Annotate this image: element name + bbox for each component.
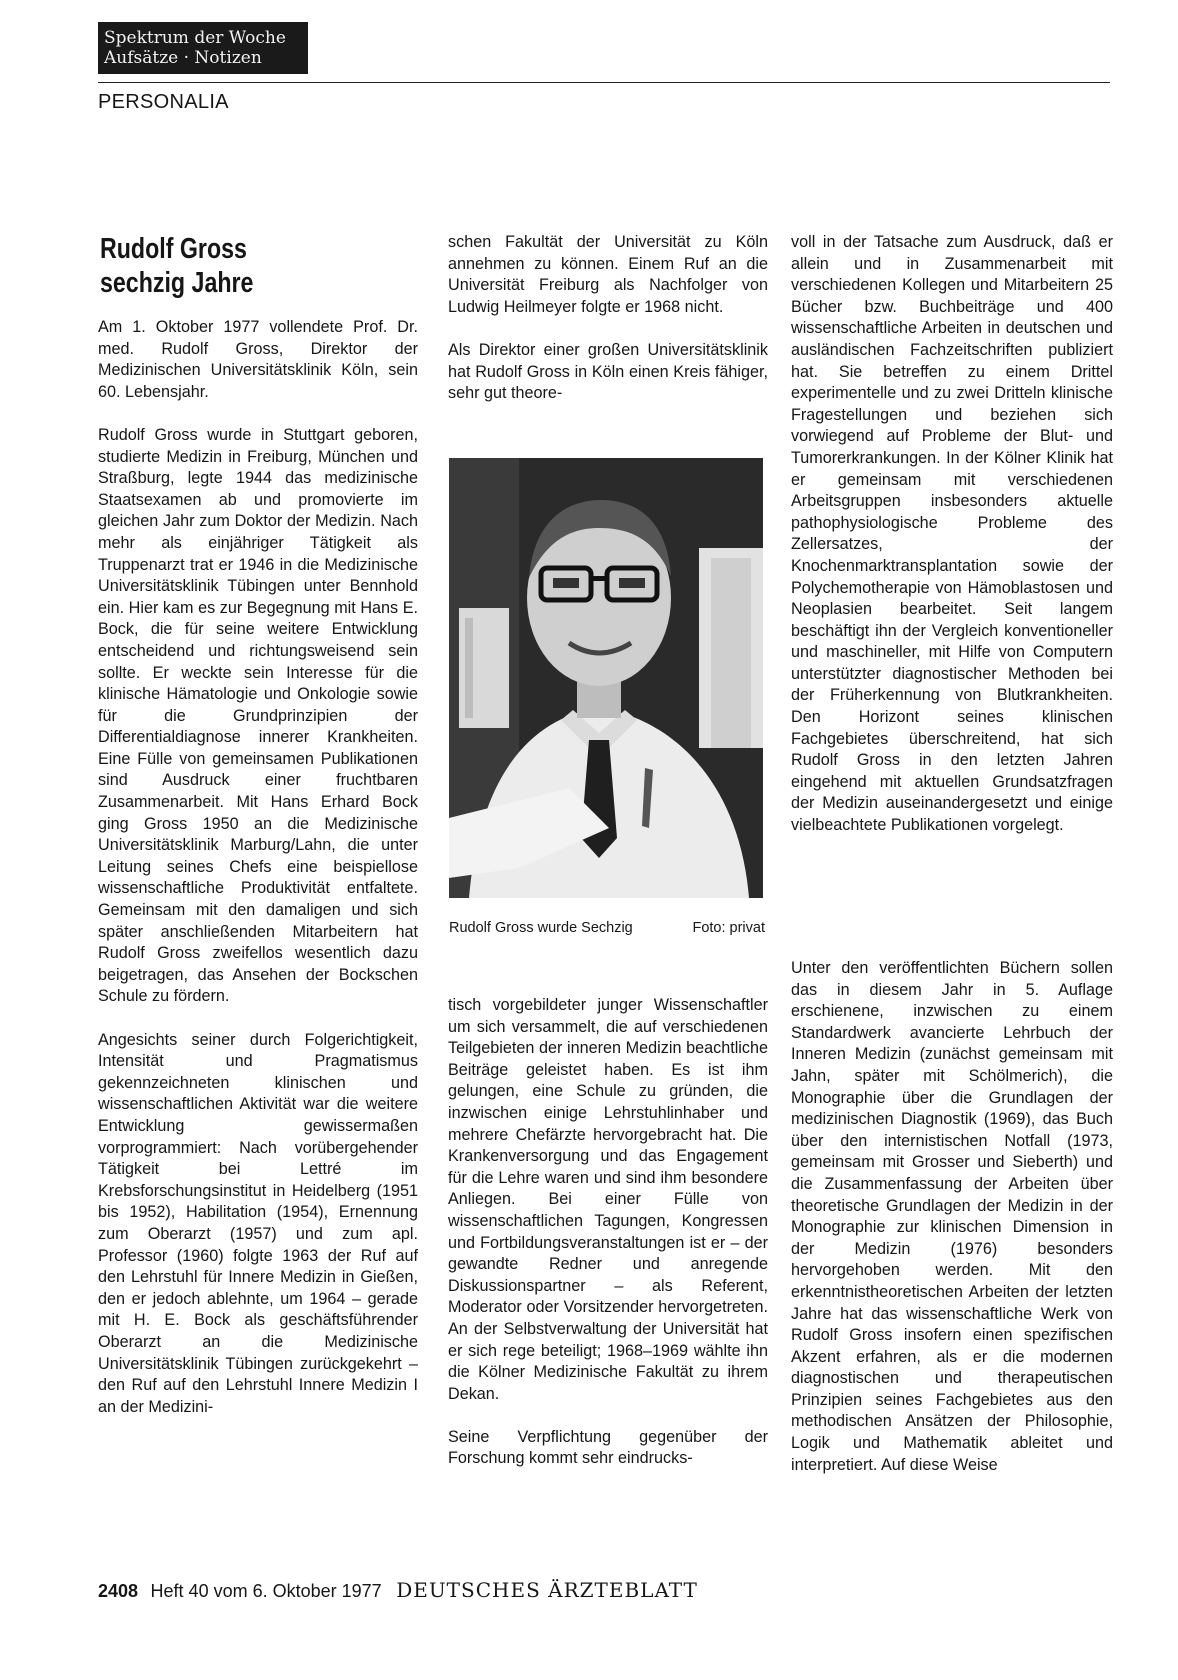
paragraph: Rudolf Gross wurde in Stuttgart geboren, studierte Medizin in Freiburg, München und Straßburg, legte 1944 das medizinische Staatsexamen ab und promovierte im gleichen Jahr zum Doktor der Medizin. Nach mehr als einjähriger Tätigkeit als Truppenarzt trat er 1946 in die Medizinische Universitätsklinik Tübingen unter Bennhold ein. Hier kam es zur Begegnung mit Hans E. Bock, die für seine weitere Entwicklung entscheidend und richtungsweisend sein sollte. Er weckte sein Interesse für die klinische Hämatologie und Onkologie sowie für die Grundprinzipien der Differentialdiagnose innerer Krankheiten. Eine Fülle von gemeinsamen Publikationen sind Ausdruck einer fruchtbaren Zusammenarbeit. Mit Hans Erhard Bock ging Gross 1950 an die Medizinische Universitätsklinik Marburg/Lahn, die unter Leitung seines Chefs eine beispiellose wissenschaftliche Produktivität entfaltete. Gemeinsam mit den damaligen und sich später anschließenden Mitarbeitern hat Rudolf Gross zweifellos wesentlich dazu beigetragen, das Ansehen der Bockschen Schule zu fördern. (98, 425, 418, 1006)
photo-caption (449, 920, 765, 936)
section-label-line2: Aufsätze · Notizen (104, 48, 262, 68)
paragraph: tisch vorgebildeter junger Wissenschaftler um sich versammelt, die auf verschiedenen Teilgebieten der inneren Medizin beachtliche Beiträge geleistet haben. Es ist ihm gelungen, eine Schule zu gründen, die inzwischen einige Lehrstuhlinhaber und mehrere Chefärzte hervorgebracht hat. Die Krankenversorgung und das Engagement für die Lehre waren und sind ihm besondere Anliegen. Bei einer Fülle von wissenschaftlichen Tagungen, Kongressen und Fortbildungsveranstaltungen ist er – der gewandte Redner und anregende Diskussionspartner – als Referent, Moderator oder Vorsitzender hervorgetreten. An der Selbstverwaltung der Universität hat er sich rege beteiligt; 1968–1969 wählte ihn die Kölner Medizinische Fakultät zu ihrem Dekan. (448, 996, 768, 1403)
column-2-bottom (448, 995, 768, 1470)
paragraph: voll in der Tatsache zum Ausdruck, daß er allein und in Zusammenarbeit mit verschiedenen Kollegen und Mitarbeitern 25 Bücher bzw. Buchbeiträge und 400 wissenschaftliche Arbeiten in deutschen und ausländischen Fachzeitschriften publiziert hat. Sie betreffen zu einem Drittel experimentelle und zu zwei Dritteln klinische Fragestellungen und beziehen sich vorwiegend auf Probleme der Blut- und Tumorerkrankungen. In der Kölner Klinik hat er gemeinsam mit verschiedenen Arbeitsgruppen insbesonders aktuelle pathophysiologische Probleme des Zellersatzes, der Knochenmarktransplantation sowie der Polychemotherapie von Hämoblastosen und Neoplasien bearbeitet. Seit langem beschäftigt ihn der Vergleich konventioneller und maschineller, mit Hilfe von Computern unterstützter diagnostischer Methoden bei der Früherkennung von Blutkrankheiten. Den Horizont seines klinischen Fachgebietes überschreitend, hat sich Rudolf Gross in den letzten Jahren eingehend mit aktuellen Grundsatzfragen der Medizin auseinandergesetzt und einige vielbeachtete Publikationen vorgelegt. (791, 233, 1113, 835)
title-line1: Rudolf Gross (100, 233, 247, 265)
caption-text: Rudolf Gross wurde Sechzig (449, 920, 633, 936)
kicker: PERSONALIA (98, 91, 229, 113)
title-line2: sechzig Jahre (100, 267, 254, 299)
section-label (98, 22, 308, 74)
column-3-bottom (791, 958, 1113, 1476)
page-number: 2408 (98, 1581, 139, 1601)
paragraph: Unter den veröffentlichten Büchern sollen das in diesem Jahr in 5. Auflage erschienene, inzwischen zu einem Standardwerk avancierte Lehrbuch der Inneren Medizin (zunächst gemeinsam mit Jahn, später mit Schölmerich), die Monographie über die Grundlagen der medizinischen Diagnostik (1969), das Buch über den internistischen Notfall (1973, gemeinsam mit Grosser und Sieberth) und die Zusammenfassung der Arbeiten über theoretische Grundlagen der Medizin in der Monographie zur klinischen Dimension in der Medizin (1976) besonders hervorgehoben werden. Mit den erkenntnistheoretischen Arbeiten der letzten Jahre hat das wissenschaftliche Werk von Rudolf Gross insofern einen spezifischen Akzent erfahren, als er die modernen diagnostischen und therapeutischen Prinzipien seines Fachgebietes aus den methodischen Ansätzen der Philosophie, Logik und Mathematik ableitet und interpretiert. Auf diese Weise (791, 959, 1113, 1474)
column-1 (98, 317, 418, 1418)
photo-credit: Foto: privat (692, 920, 765, 936)
portrait-photo (449, 458, 763, 898)
header-rule (98, 82, 1110, 83)
paragraph: Seine Verpflichtung gegenüber der Forschung kommt sehr eindrucks- (448, 1427, 768, 1468)
article-title (100, 232, 253, 300)
section-label-line1: Spektrum der Woche (104, 28, 286, 48)
column-2-top (448, 232, 768, 405)
paragraph: Am 1. Oktober 1977 vollendete Prof. Dr. med. Rudolf Gross, Direktor der Medizinischen Universitätsklinik Köln, sein 60. Lebensjahr. (98, 318, 418, 401)
issue-info: Heft 40 vom 6. Oktober 1977 (150, 1581, 382, 1601)
column-3-top (791, 232, 1113, 837)
paragraph: schen Fakultät der Universität zu Köln annehmen zu können. Einem Ruf an die Universität Freiburg als Nachfolger von Ludwig Heilmeyer folgte er 1968 nicht. (448, 233, 768, 316)
paragraph: Angesichts seiner durch Folgerichtigkeit, Intensität und Pragmatismus gekennzeichneten klinischen und wissenschaftlichen Aktivität war die weitere Entwicklung gewissermaßen vorprogrammiert: Nach vorübergehender Tätigkeit bei Lettré im Krebsforschungsinstitut in Heidelberg (1951 bis 1952), Habilitation (1954), Ernennung zum Oberarzt (1957) und zum apl. Professor (1960) folgte 1963 der Ruf auf den Lehrstuhl für Innere Medizin in Gießen, den er jedoch ablehnte, um 1964 – gerade mit H. E. Bock als geschäftsführender Oberarzt an die Medizinische Universitätsklinik Tübingen zurückgekehrt – den Ruf auf den Lehrstuhl Innere Medizin I an der Medizini- (98, 1030, 418, 1416)
magazine-name: DEUTSCHES ÄRZTEBLATT (396, 1578, 698, 1602)
paragraph: Als Direktor einer großen Universitätsklinik hat Rudolf Gross in Köln einen Kreis fähiger, sehr gut theore- (448, 340, 768, 403)
page-footer (98, 1578, 698, 1602)
